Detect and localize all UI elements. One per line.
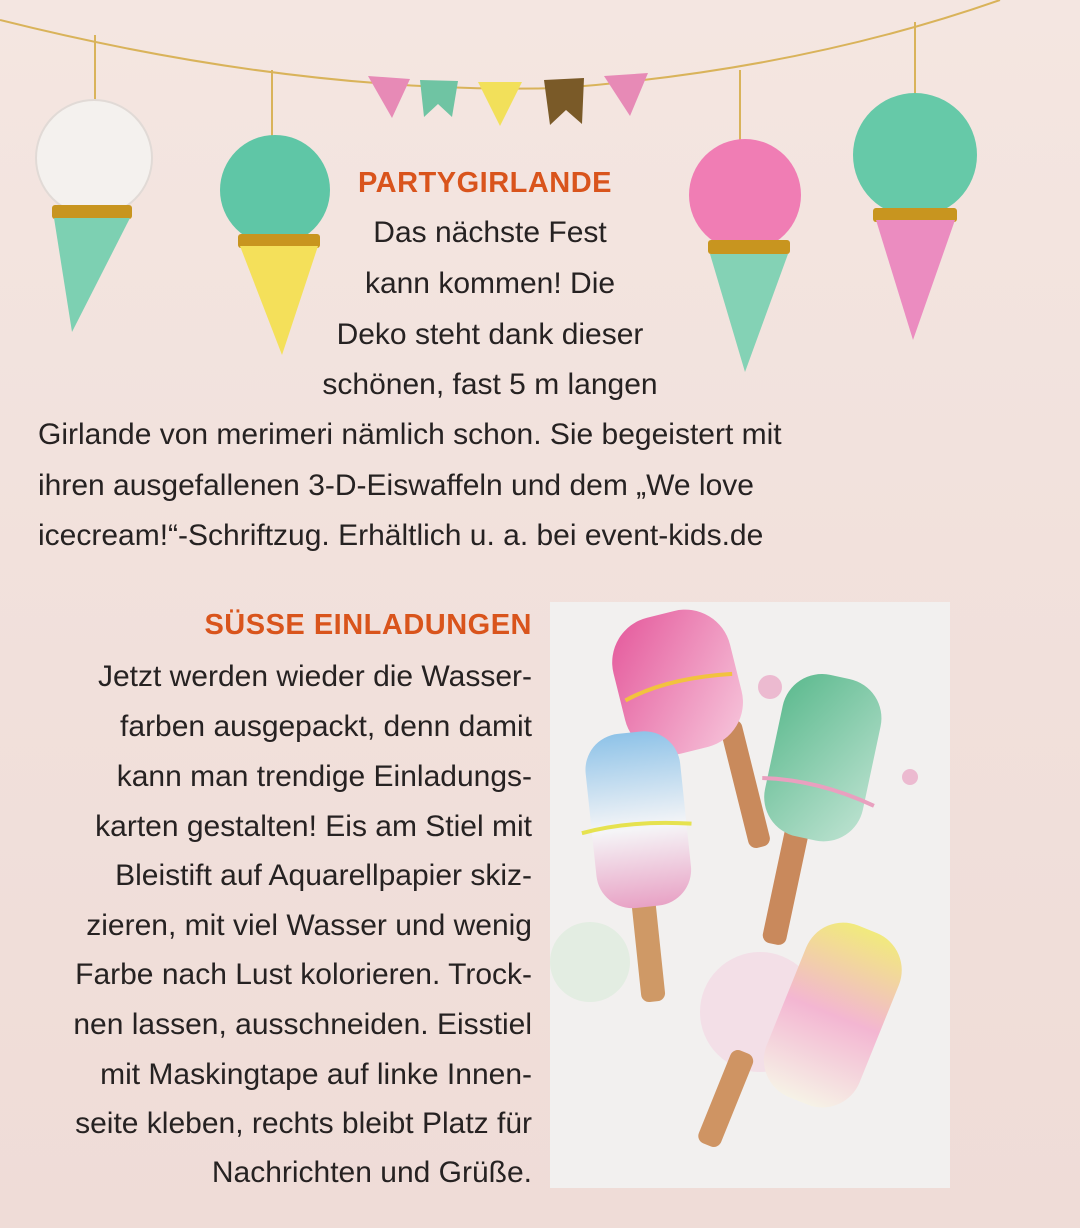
section2-line: Nachrichten und Grüße. xyxy=(211,1156,532,1189)
section1-line: Deko steht dank dieser xyxy=(336,318,644,351)
section1-heading: PARTYGIRLANDE xyxy=(357,167,613,199)
section2-line: Bleistift auf Aquarellpapier skiz- xyxy=(115,859,532,892)
section1-line: icecream!“-Schriftzug. Erhältlich u. a. bei event-kids.de xyxy=(38,519,764,552)
section2-line: karten gestalten! Eis am Stiel mit xyxy=(95,810,532,843)
section2-heading: SÜSSE EINLADUNGEN xyxy=(204,609,532,641)
section2-line: Farbe nach Lust kolorieren. Trock- xyxy=(75,958,532,991)
section2-line: nen lassen, ausschneiden. Eisstiel xyxy=(73,1008,532,1041)
popsicle-cards-photo xyxy=(550,602,950,1188)
section1-line: Das nächste Fest xyxy=(373,216,607,249)
section1-line: kann kommen! Die xyxy=(364,267,616,300)
section2-line: kann man trendige Einladungs- xyxy=(116,760,532,793)
section2-line: zieren, mit viel Wasser und wenig xyxy=(86,909,532,942)
section2-line: farben ausgepackt, denn damit xyxy=(120,710,532,743)
section2-line: Jetzt werden wieder die Wasser- xyxy=(97,660,532,693)
section2-line: mit Maskingtape auf linke Innen- xyxy=(100,1058,532,1091)
section2-line: seite kleben, rechts bleibt Platz für xyxy=(75,1107,532,1140)
section1-line: ihren ausgefallenen 3-D-Eiswaffeln und dem „We love xyxy=(38,469,754,502)
section1-line: Girlande von merimeri nämlich schon. Sie begeistert mit xyxy=(38,418,782,451)
section1-line: schönen, fast 5 m langen xyxy=(322,368,658,401)
